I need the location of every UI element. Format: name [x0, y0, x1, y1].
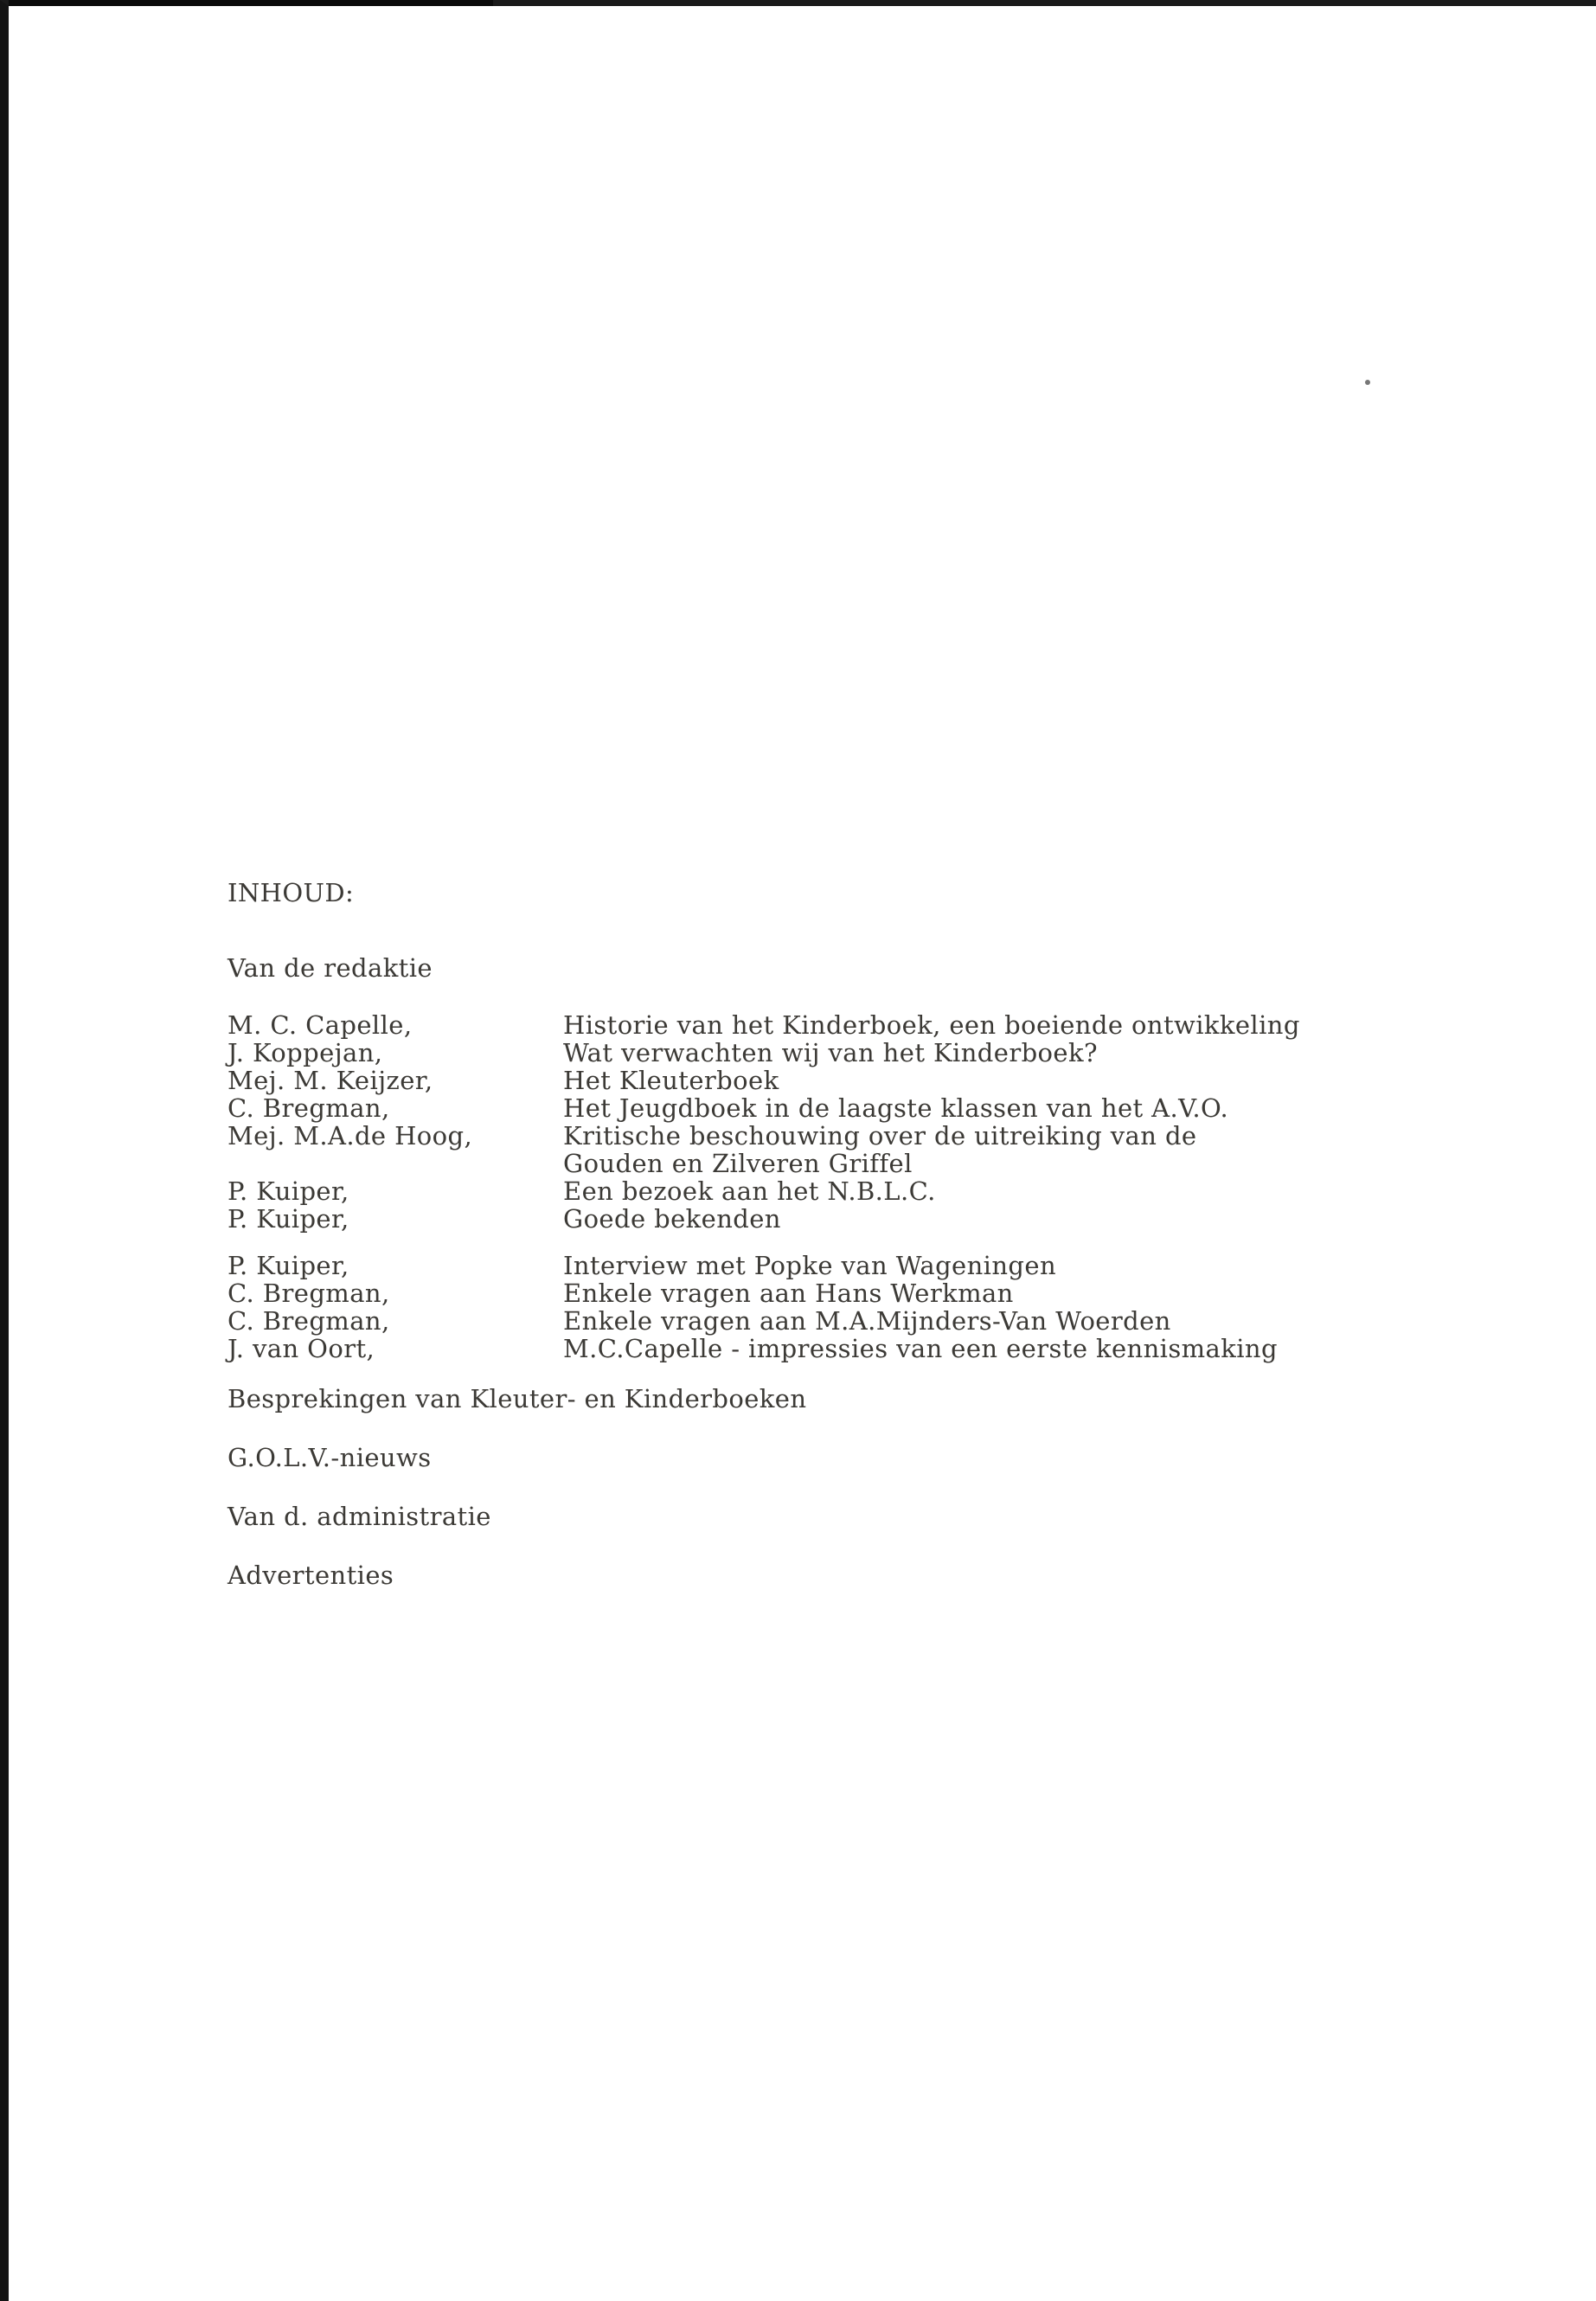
- entry-author: [228, 1150, 563, 1177]
- entry-author: J. Koppejan,: [228, 1038, 383, 1067]
- entry-title: Interview met Popke van Wageningen: [563, 1251, 1057, 1280]
- toc-entry: [228, 1205, 1508, 1233]
- toc-entry: [228, 1122, 1508, 1150]
- toc-entry: [228, 1011, 1508, 1039]
- entry-author: C. Bregman,: [228, 1306, 390, 1336]
- entry-title: Enkele vragen aan M.A.Mijnders-Van Woerden: [563, 1306, 1171, 1336]
- toc-news: G.O.L.V.-nieuws: [228, 1443, 432, 1472]
- entry-title: Gouden en Zilveren Griffel: [563, 1149, 913, 1178]
- entry-title: Kritische beschouwing over de uitreiking van de: [563, 1121, 1197, 1150]
- entry-title: Een bezoek aan het N.B.L.C.: [563, 1176, 936, 1206]
- entry-author: J. van Oort,: [228, 1334, 375, 1363]
- toc-entry: [228, 1177, 1508, 1205]
- entry-author: P. Kuiper,: [228, 1251, 349, 1280]
- toc-entry: [228, 1039, 1508, 1067]
- entry-title: Het Kleuterboek: [563, 1066, 779, 1095]
- toc-administration: Van d. administratie: [228, 1502, 491, 1531]
- toc-intro: Van de redaktie: [228, 953, 433, 983]
- entry-title: M.C.Capelle - impressies van een eerste kennismaking: [563, 1334, 1278, 1363]
- toc-group-1: [228, 1011, 1508, 1233]
- toc-entry: [228, 1279, 1508, 1307]
- toc-entry: [228, 1307, 1508, 1335]
- toc-heading: INHOUD:: [228, 878, 355, 907]
- toc-entry: [228, 1150, 1508, 1177]
- entry-author: M. C. Capelle,: [228, 1010, 413, 1040]
- table-of-contents: [228, 878, 1508, 1593]
- entry-title: Goede bekenden: [563, 1204, 781, 1234]
- entry-author: P. Kuiper,: [228, 1204, 349, 1234]
- toc-reviews: Besprekingen van Kleuter- en Kinderboeken: [228, 1384, 807, 1413]
- scan-edge: [9, 0, 493, 6]
- toc-entry: [228, 1094, 1508, 1122]
- entry-title: Het Jeugdboek in de laagste klassen van het A.V.O.: [563, 1093, 1229, 1123]
- toc-group-2: [228, 1252, 1508, 1362]
- toc-entry: [228, 1067, 1508, 1094]
- toc-entry: [228, 1335, 1508, 1362]
- toc-advertisements: Advertenties: [228, 1561, 394, 1590]
- entry-author: Mej. M.A.de Hoog,: [228, 1121, 473, 1150]
- toc-entry: [228, 1252, 1508, 1279]
- entry-author: Mej. M. Keijzer,: [228, 1066, 433, 1095]
- scan-speck: [1365, 380, 1370, 385]
- entry-author: C. Bregman,: [228, 1279, 390, 1308]
- entry-title: Wat verwachten wij van het Kinderboek?: [563, 1038, 1098, 1067]
- entry-title: Historie van het Kinderboek, een boeiende ontwikkeling: [563, 1010, 1300, 1040]
- entry-title: Enkele vragen aan Hans Werkman: [563, 1279, 1014, 1308]
- entry-author: C. Bregman,: [228, 1093, 390, 1123]
- entry-author: P. Kuiper,: [228, 1176, 349, 1206]
